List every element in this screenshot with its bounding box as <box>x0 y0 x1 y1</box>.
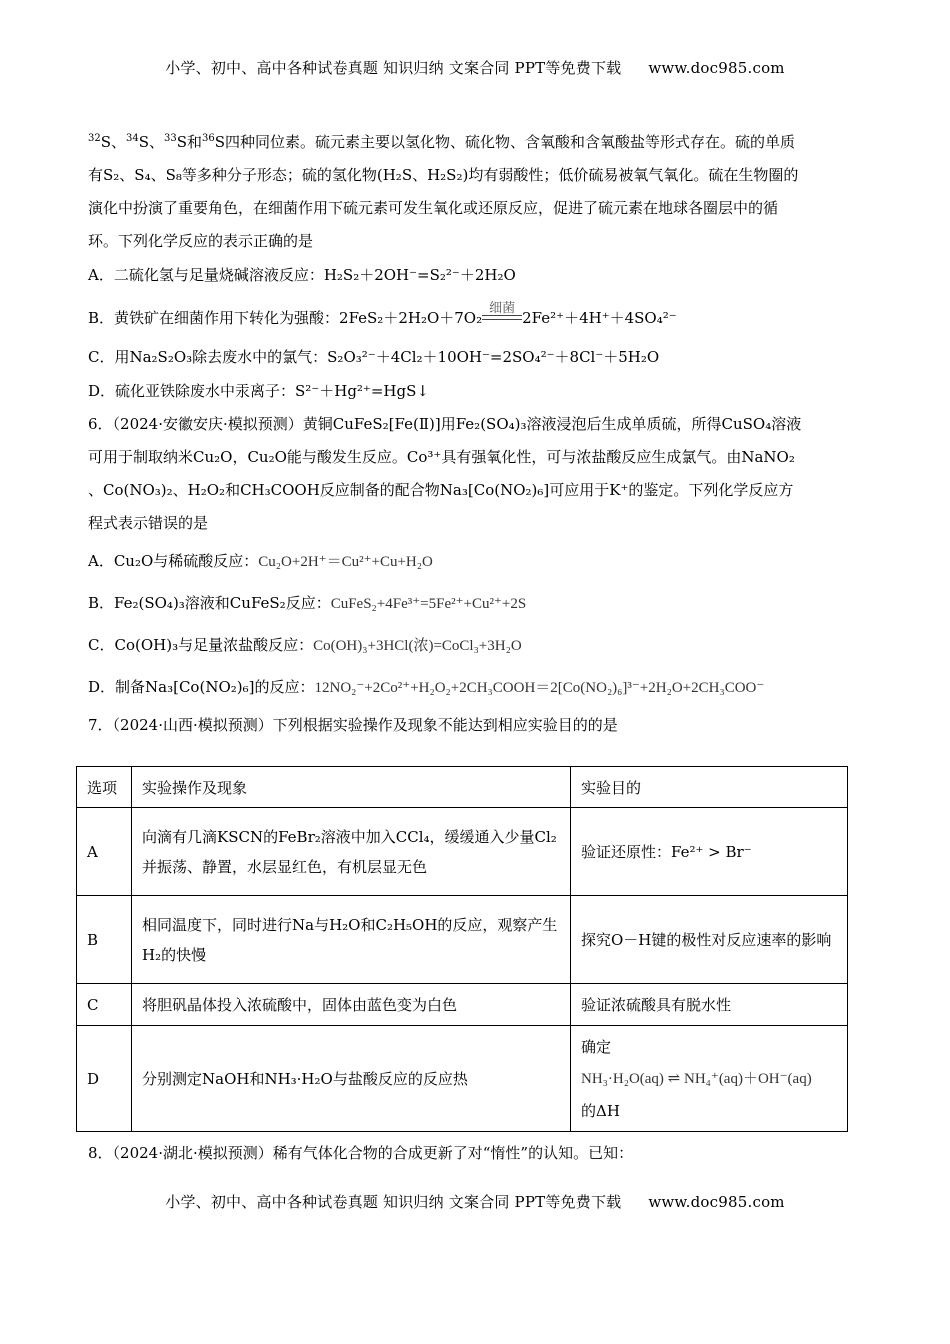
table-row <box>77 896 848 984</box>
q6-option-c-equation: Co(OH)₃+3HCl(浓)=CoCl₃+3H₂O <box>313 638 522 654</box>
intro-line-1-rest: S四种同位素。硫元素主要以氢化物、硫化物、含氧酸和含氧酸盐等形式存在。硫的单质 <box>214 133 796 151</box>
q6-stem-line-3: 、Co(NO₃)₂、H₂O₂和CH₃COOH反应制备的配合物Na₃[Co(NO₂)₆]可应用于K⁺的鉴定。下列化学反应方 <box>88 481 794 499</box>
table-cell-option: B <box>77 896 132 984</box>
goal-equation: NH₃·H₂O(aq) ⇌ NH₄⁺(aq)＋OH⁻(aq) <box>581 1070 812 1087</box>
table-header-row <box>77 767 848 808</box>
table-header: 选项 <box>77 767 132 808</box>
intro-line-3: 演化中扮演了重要角色，在细菌作用下硫元素可发生氧化或还原反应，促进了硫元素在地球各圈层中的循 <box>88 199 779 217</box>
equals-bar <box>482 315 522 320</box>
q6-option-a-equation: Cu₂O+2H⁺＝Cu²⁺+Cu+H₂O <box>258 554 433 570</box>
table-cell-operation: 将胆矾晶体投入浓硫酸中，固体由蓝色变为白色 <box>132 984 571 1026</box>
goal-line-3: 的ΔH <box>581 1101 620 1120</box>
q7-stem: 7．（2024·山西·模拟预测）下列根据实验操作及现象不能达到相应实验目的的是 <box>88 716 618 734</box>
table-cell-operation: 分别测定NaOH和NH₃·H₂O与盐酸反应的反应热 <box>132 1026 571 1132</box>
isotope-mass-32: 32 <box>88 133 101 144</box>
q6-option-d-equation: 12NO₂⁻+2Co²⁺+H₂O₂+2CH₃COOH＝2[Co(NO₂)₆]³⁻+2H₂O+2CH₃COO⁻ <box>314 680 765 696</box>
intro-line-2: 有S₂、S₄、S₈等多种分子形态；硫的氢化物(H₂S、H₂S₂)均有弱酸性；低价硫易被氧气氧化。硫在生物圈的 <box>88 166 799 184</box>
header-text: 小学、初中、高中各种试卷真题 知识归纳 文案合同 PPT等免费下载 <box>165 59 622 77</box>
footer-site-link[interactable]: www.doc985.com <box>648 1193 785 1211</box>
reaction-condition <box>482 301 522 329</box>
page-footer <box>0 1191 950 1212</box>
footer-text: 小学、初中、高中各种试卷真题 知识归纳 文案合同 PPT等免费下载 <box>165 1193 622 1211</box>
header-site-link[interactable]: www.doc985.com <box>648 59 785 77</box>
q6-option-d <box>88 666 860 708</box>
table-cell-operation: 向滴有几滴KSCN的FeBr₂溶液中加入CCl₄，缓缓通入少量Cl₂并振荡、静置，水层显红色，有机层显无色 <box>132 808 571 896</box>
q6-option-a-label: A．Cu₂O与稀硫酸反应： <box>88 552 259 570</box>
q5-option-d: D．硫化亚铁除废水中汞离子：S²⁻＋Hg²⁺=HgS↓ <box>88 382 429 400</box>
table-row <box>77 1026 848 1132</box>
table-cell-goal <box>571 1026 848 1132</box>
table-cell-goal: 探究O－H键的极性对反应速率的影响 <box>571 896 848 984</box>
q5-option-b-pre: B．黄铁矿在细菌作用下转化为强酸：2FeS₂＋2H₂O＋7O₂ <box>88 309 483 327</box>
table-cell-operation: 相同温度下，同时进行Na与H₂O和C₂H₅OH的反应，观察产生H₂的快慢 <box>132 896 571 984</box>
isotope-mass-34: 34 <box>126 133 139 144</box>
page-header <box>0 57 950 78</box>
q6-option-d-label: D．制备Na₃[Co(NO₂)₆]的反应： <box>88 678 315 696</box>
table-cell-option: D <box>77 1026 132 1132</box>
table-cell-option: A <box>77 808 132 896</box>
isotope-mass-33: 33 <box>164 133 177 144</box>
question-content <box>88 126 860 742</box>
q6-stem-line-2: 可用于制取纳米Cu₂O，Cu₂O能与酸发生反应。Co³⁺具有强氧化性，可与浓盐酸反应生成氯气。由NaNO₂ <box>88 448 795 466</box>
experiment-table <box>76 766 848 1132</box>
q5-option-b-post: 2Fe²⁺＋4H⁺＋4SO₄²⁻ <box>522 309 677 327</box>
table-header: 实验目的 <box>571 767 848 808</box>
q6-option-a <box>88 540 860 582</box>
q6-stem-line-1: 6．（2024·安徽安庆·模拟预测）黄铜CuFeS₂[Fe(Ⅱ)]用Fe₂(SO₄)₃溶液浸泡后生成单质硫，所得CuSO₄溶液 <box>88 415 802 433</box>
table-cell-goal: 验证还原性：Fe²⁺ > Br⁻ <box>571 808 848 896</box>
q6-option-b-label: B．Fe₂(SO₄)₃溶液和CuFeS₂反应： <box>88 594 331 612</box>
table-row <box>77 808 848 896</box>
q8-stem: 8．（2024·湖北·模拟预测）稀有气体化合物的合成更新了对“惰性”的认知。已知： <box>88 1144 634 1162</box>
q6-option-c-label: C．Co(OH)₃与足量浓盐酸反应： <box>88 636 314 654</box>
q6-option-b <box>88 582 860 624</box>
q5-option-a: A．二硫化氢与足量烧碱溶液反应：H₂S₂＋2OH⁻=S₂²⁻＋2H₂O <box>88 266 516 284</box>
table-cell-goal: 验证浓硫酸具有脱水性 <box>571 984 848 1026</box>
q6-option-b-equation: CuFeS₂+4Fe³⁺=5Fe²⁺+Cu²⁺+2S <box>330 596 527 612</box>
q5-option-b <box>88 292 860 340</box>
table-cell-option: C <box>77 984 132 1026</box>
intro-line-1: $^{32}$S、$^{34}$S、$^{33}$S和$^{36}$S四种同位素。硫元素主要以氢化物、硫化物、含氧酸和含氧酸盐等形式存在。硫的单质 <box>88 133 796 151</box>
condition-label: 细菌 <box>489 301 516 316</box>
table-header: 实验操作及现象 <box>132 767 571 808</box>
isotope-mass-36: 36 <box>202 133 215 144</box>
q5-option-c: C．用Na₂S₂O₃除去废水中的氯气：S₂O₃²⁻＋4Cl₂＋10OH⁻=2SO₄²⁻＋8Cl⁻＋5H₂O <box>88 348 660 366</box>
goal-line-1: 确定 <box>581 1037 612 1056</box>
table-row <box>77 984 848 1026</box>
intro-line-4: 环。下列化学反应的表示正确的是 <box>88 232 314 250</box>
q6-option-c <box>88 624 860 666</box>
q6-stem-line-4: 程式表示错误的是 <box>88 514 209 532</box>
